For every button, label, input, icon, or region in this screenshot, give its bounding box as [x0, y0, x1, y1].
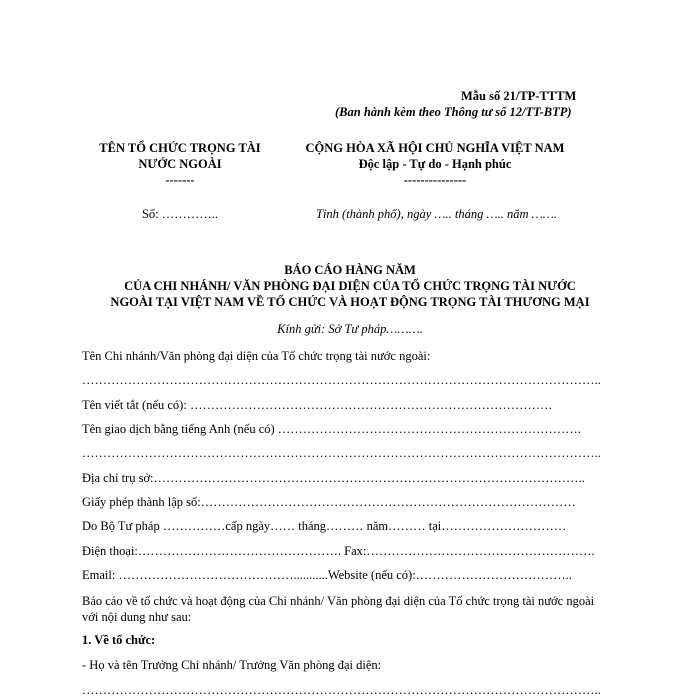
salutation: Kính gửi: Sở Tư pháp……….	[277, 322, 423, 336]
place-date-line: Tỉnh (thành phố), ngày ….. tháng ….. năm …….	[316, 207, 557, 221]
report-title-line1: BÁO CÁO HÀNG NĂM	[284, 263, 416, 277]
report-title-line2: CỦA CHI NHÁNH/ VĂN PHÒNG ĐẠI DIỆN CỦA TỔ CHỨC TRỌNG TÀI NƯỚC	[124, 279, 576, 293]
phone-fax-field: Điện thoại:…………………………………………. Fax:……………………………………………….	[82, 544, 595, 558]
license-field: Giấy phép thành lập số:………………………………………………………………………………	[82, 495, 576, 509]
dotted-line: ……………………………………………………………………………………………………………..	[82, 683, 601, 697]
org-name-line1: TÊN TỔ CHỨC TRỌNG TÀI	[99, 141, 261, 155]
form-number: Mẫu số 21/TP-TTTM	[461, 89, 577, 103]
section1-item: - Họ và tên Trưởng Chi nhánh/ Trưởng Văn phòng đại diện:	[82, 658, 382, 672]
dotted-line: ……………………………………………………………………………………………………………..	[82, 446, 601, 460]
issued-with-note: (Ban hành kèm theo Thông tư số 12/TT-BTP)	[335, 105, 572, 119]
english-name-field: Tên giao dịch bằng tiếng Anh (nếu có) ……………………………………………………………….	[82, 422, 581, 436]
report-intro-line1: Báo cáo về tổ chức và hoạt động của Chi nhánh/ Văn phòng đại diện của Tổ chức trọng tài nước ngoài	[82, 594, 595, 608]
country-name: CỘNG HÒA XÃ HỘI CHỦ NGHĨA VIỆT NAM	[305, 141, 565, 155]
report-intro-line2: với nội dung như sau:	[82, 610, 192, 624]
short-name-field: Tên viết tắt (nếu có): ……………………………………………………………………………	[82, 398, 553, 412]
left-divider: -------	[165, 173, 195, 187]
section1-heading: 1. Về tổ chức:	[82, 633, 156, 647]
address-field: Địa chỉ trụ sở:…………………………………………………………………………………………..	[82, 471, 585, 485]
document-number: Số: …………..	[141, 207, 219, 221]
dotted-line: ……………………………………………………………………………………………………………..	[82, 373, 601, 387]
org-name-line2: NƯỚC NGOÀI	[138, 157, 222, 171]
email-website-field: Email: ……………………………………...........Website (nếu có):………………………………..	[82, 568, 572, 582]
report-title-line3: NGOÀI TẠI VIỆT NAM VỀ TỔ CHỨC VÀ HOẠT ĐỘNG TRỌNG TÀI THƯƠNG MẠI	[110, 295, 590, 309]
right-divider: ---------------	[403, 173, 467, 187]
issued-by-field: Do Bộ Tư pháp ……………cấp ngày…… tháng……… năm……… tại…………………………	[82, 519, 567, 533]
branch-name-label: Tên Chi nhánh/Văn phòng đại diện của Tổ chức trọng tài nước ngoài:	[82, 349, 431, 363]
national-motto: Độc lập - Tự do - Hạnh phúc	[358, 157, 512, 171]
